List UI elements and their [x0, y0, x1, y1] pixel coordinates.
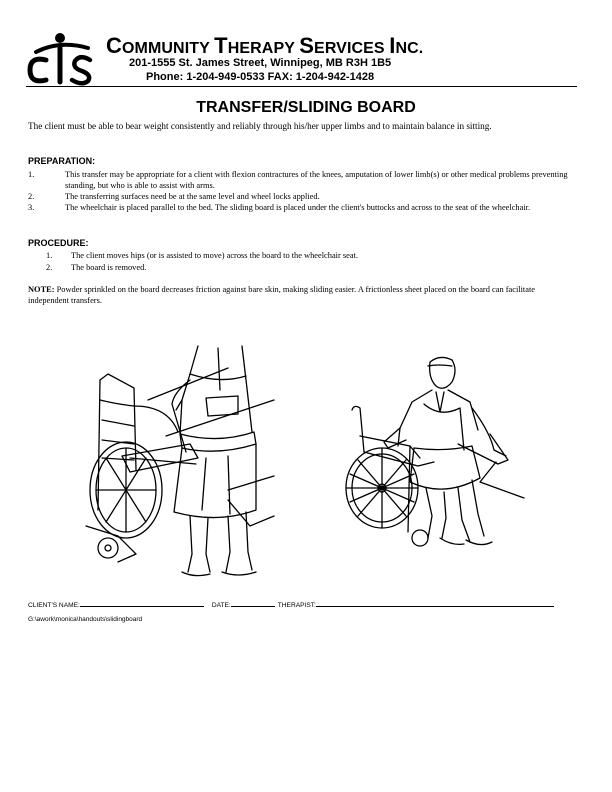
client-name-field[interactable]: [80, 598, 204, 607]
procedure-list: [46, 250, 566, 274]
date-label: DATE:: [211, 602, 231, 609]
list-item: 2. The board is removed.: [46, 263, 147, 272]
list-item: 1. The client moves hips (or is assisted to move) across the board to the wheelchair seat.: [46, 251, 358, 260]
list-item: 1. This transfer may be appropriate for a client with flexion contractures of the knees, amputation of lower limb(s) or other medical problems preventing standing, but who is able to assist with arms.: [28, 170, 568, 190]
preparation-heading: PREPARATION:: [28, 156, 96, 166]
company-name-word: COMMUNITY: [106, 33, 215, 58]
list-item: 2. The transferring surfaces need be at the same level and wheel locks applied.: [28, 192, 320, 201]
note-text: Powder sprinkled on the board decreases friction against bare skin, making sliding easier. A frictionless sheet placed on the board can facilitate independent transfers.: [28, 285, 536, 305]
date-field[interactable]: [231, 598, 275, 607]
list-item: 3. The wheelchair is placed parallel to the bed. The sliding board is placed under the client's buttocks and across to the seat of the wheelchair.: [28, 203, 531, 212]
company-name: [106, 33, 423, 59]
company-name-word: INC.: [389, 33, 424, 58]
therapist-field[interactable]: [316, 598, 554, 607]
preparation-list: [28, 169, 573, 213]
company-name-word: THERAPY: [214, 33, 300, 58]
header-divider: [26, 86, 577, 87]
company-phone: Phone: 1-204-949-0533 FAX: 1-204-942-1428: [146, 71, 375, 83]
signature-line: [28, 598, 554, 609]
client-name-label: CLIENT'S NAME:: [28, 602, 80, 609]
wheelchair-transfer-illustration-right: [340, 352, 530, 552]
procedure-heading: PROCEDURE:: [28, 238, 89, 248]
company-name-word: SERVICES: [299, 33, 390, 58]
therapist-label: THERAPIST:: [277, 602, 316, 609]
note-label: NOTE:: [28, 285, 55, 294]
wheelchair-transfer-illustration-left: [78, 340, 278, 580]
file-path: G:\awork\monica\handouts\slidingboard: [28, 616, 143, 623]
document-title: TRANSFER/SLIDING BOARD: [196, 99, 416, 116]
note-paragraph: [28, 284, 574, 306]
intro-paragraph: The client must be able to bear weight consistently and reliably through his/her upper limbs and to maintain balance in sitting.: [28, 121, 492, 131]
company-logo-icon: [26, 30, 98, 86]
company-address: 201-1555 St. James Street, Winnipeg, MB R3H 1B5: [129, 57, 392, 69]
